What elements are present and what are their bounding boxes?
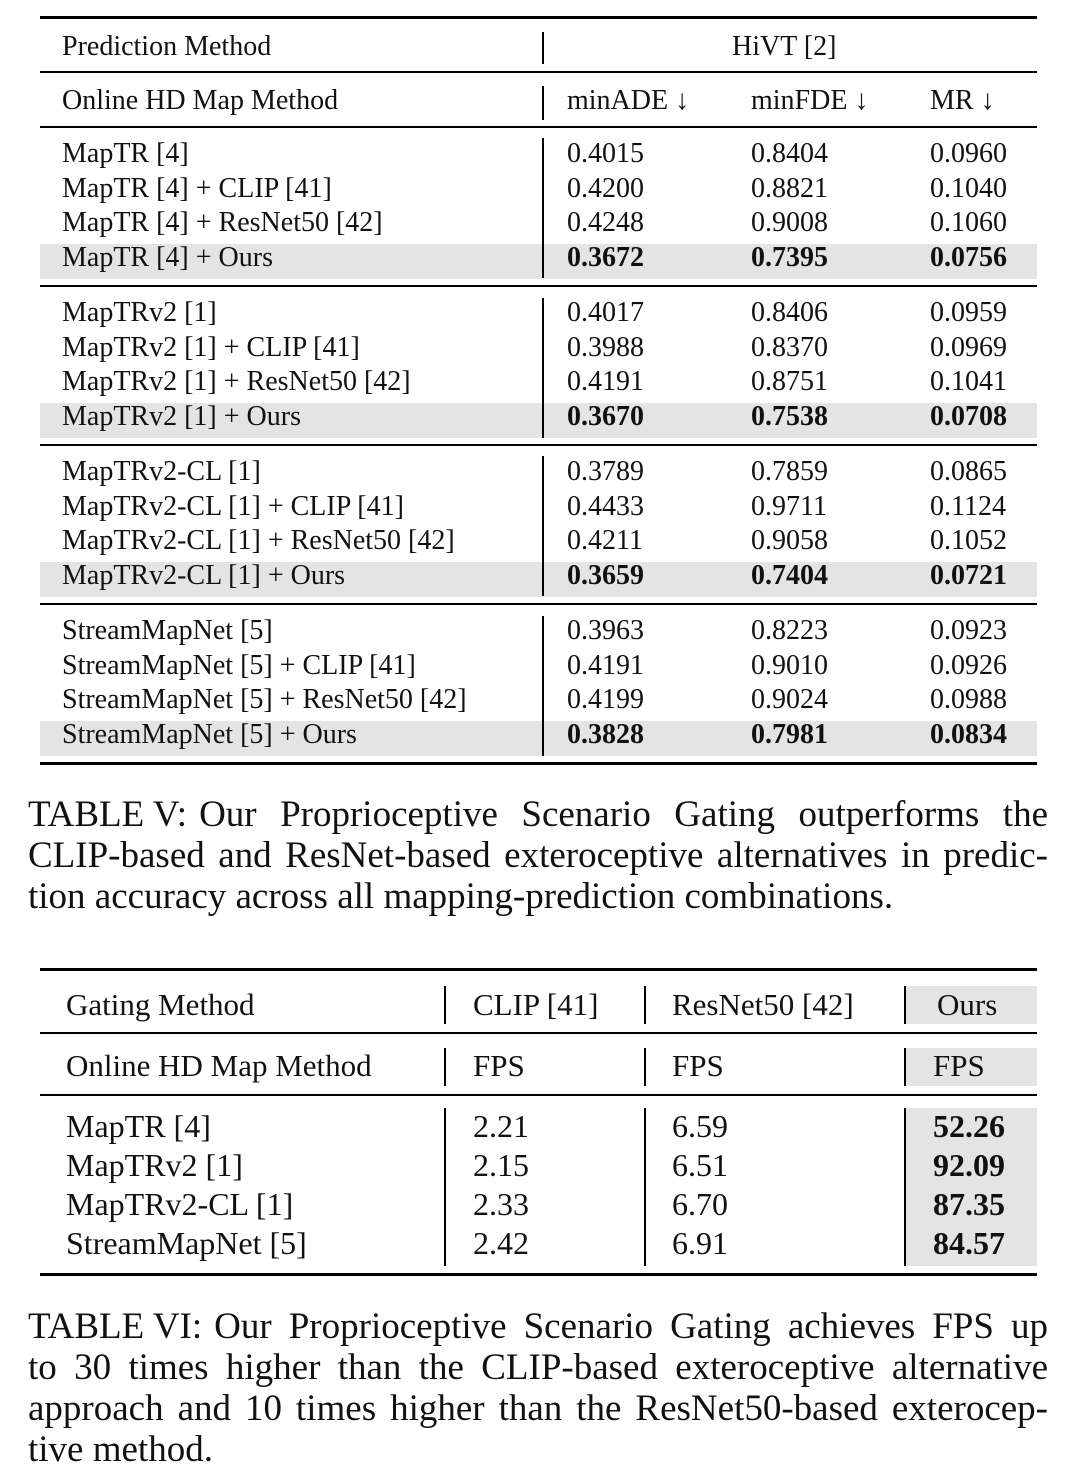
column-separator (904, 1048, 906, 1086)
header-hivt: HiVT [2] (732, 31, 837, 62)
mr-cell: 0.0959 (930, 297, 1007, 328)
mr-cell: 0.0834 (930, 719, 1007, 751)
clip-fps-cell: 2.33 (473, 1186, 529, 1222)
header-prediction-method: Prediction Method (62, 31, 272, 62)
minfde-cell: 0.8821 (751, 172, 828, 204)
minade-cell: 0.4248 (567, 207, 644, 239)
ours-fps-cell: 84.57 (933, 1225, 1005, 1261)
mr-cell: 0.0923 (930, 615, 1007, 646)
mr-cell: 0.0926 (930, 649, 1007, 681)
method-cell: MapTRv2-CL [1] + ResNet50 [42] (62, 525, 455, 557)
method-cell: MapTRv2-CL [1] + CLIP [41] (62, 490, 404, 522)
mr-cell: 0.0865 (930, 456, 1007, 487)
bottom-rule (40, 1273, 1037, 1276)
column-separator (904, 986, 906, 1024)
minfde-cell: 0.8223 (751, 615, 828, 646)
header-clip: CLIP [41] (473, 987, 599, 1022)
method-cell: MapTR [4] (62, 138, 189, 169)
minfde-cell: 0.8370 (751, 331, 828, 363)
resnet-fps-cell: 6.59 (672, 1108, 728, 1144)
header-rule (40, 1094, 1037, 1096)
mr-cell: 0.1052 (930, 525, 1007, 557)
column-separator (444, 1108, 446, 1266)
top-rule (40, 16, 1037, 19)
minfde-cell: 0.7538 (751, 401, 828, 433)
ours-fps-cell: 52.26 (933, 1108, 1005, 1144)
header-resnet50: ResNet50 [42] (672, 987, 854, 1022)
mr-cell: 0.0960 (930, 138, 1007, 169)
method-cell: MapTR [4] + ResNet50 [42] (62, 207, 383, 239)
minfde-cell: 0.9058 (751, 525, 828, 557)
minfde-cell: 0.7395 (751, 242, 828, 274)
ours-fps-cell: 92.09 (933, 1147, 1005, 1183)
clip-fps-cell: 2.21 (473, 1108, 529, 1144)
minfde-cell: 0.9024 (751, 684, 828, 716)
mr-cell: 0.0988 (930, 684, 1007, 716)
caption-line: Our Proprioceptive Scenario Gating outperforms the (199, 794, 1048, 835)
minade-cell: 0.3988 (567, 331, 644, 363)
minade-cell: 0.4200 (567, 172, 644, 204)
table-5-caption (28, 796, 1048, 919)
method-cell: StreamMapNet [5] (66, 1225, 307, 1261)
clip-fps-cell: 2.42 (473, 1225, 529, 1261)
column-separator (542, 456, 544, 596)
column-separator (444, 986, 446, 1024)
header-gating-method: Gating Method (66, 987, 255, 1022)
method-cell: StreamMapNet [5] + CLIP [41] (62, 649, 416, 681)
ours-fps-cell: 87.35 (933, 1186, 1005, 1222)
caption-line: Our Proprioceptive Scenario Gating achieves FPS up (214, 1306, 1048, 1347)
top-rule (40, 968, 1037, 971)
column-separator (542, 32, 544, 64)
header-fps-ours: FPS (933, 1048, 985, 1083)
column-separator (904, 1108, 906, 1266)
minfde-cell: 0.7981 (751, 719, 828, 751)
column-separator (542, 616, 544, 756)
mr-cell: 0.1060 (930, 207, 1007, 239)
method-cell: MapTRv2 [1] + ResNet50 [42] (62, 366, 411, 398)
resnet-fps-cell: 6.91 (672, 1225, 728, 1261)
bottom-rule (40, 762, 1037, 765)
header-minfde: minFDE ↓ (751, 85, 869, 116)
minade-cell: 0.3670 (567, 401, 644, 433)
resnet-fps-cell: 6.51 (672, 1147, 728, 1183)
minade-cell: 0.4015 (567, 138, 644, 169)
header-online-hd-map-method: Online HD Map Method (62, 85, 339, 116)
resnet-fps-cell: 6.70 (672, 1186, 728, 1222)
method-cell: MapTRv2 [1] (66, 1147, 243, 1183)
header-ours: Ours (937, 987, 998, 1022)
mr-cell: 0.0721 (930, 560, 1007, 592)
column-separator (444, 1048, 446, 1086)
header-rule (40, 1032, 1037, 1034)
minade-cell: 0.3659 (567, 560, 644, 592)
caption-line: tive method. (28, 1429, 213, 1470)
column-separator (644, 1108, 646, 1266)
minfde-cell: 0.9711 (751, 490, 827, 522)
mr-cell: 0.0708 (930, 401, 1007, 433)
method-cell: MapTR [4] + CLIP [41] (62, 172, 332, 204)
header-fps-resnet: FPS (672, 1048, 724, 1083)
minade-cell: 0.4211 (567, 525, 643, 557)
mr-cell: 0.1040 (930, 172, 1007, 204)
caption-label: TABLE V: (28, 794, 188, 835)
minade-cell: 0.4017 (567, 297, 644, 328)
column-separator (542, 86, 544, 120)
method-cell: MapTRv2 [1] + Ours (62, 401, 301, 433)
method-cell: MapTR [4] (66, 1108, 211, 1144)
minfde-cell: 0.8751 (751, 366, 828, 398)
minfde-cell: 0.8404 (751, 138, 828, 169)
group-rule (40, 603, 1037, 605)
header-rule (40, 126, 1037, 128)
mr-cell: 0.1041 (930, 366, 1007, 398)
caption-line: approach and 10 times higher than the ResNet50-based exterocep- (28, 1388, 1048, 1429)
column-separator (542, 138, 544, 278)
minade-cell: 0.4433 (567, 490, 644, 522)
minfde-cell: 0.7859 (751, 456, 828, 487)
minade-cell: 0.3789 (567, 456, 644, 487)
method-cell: MapTRv2-CL [1] + Ours (62, 560, 346, 592)
method-cell: MapTRv2-CL [1] (62, 456, 261, 487)
minade-cell: 0.3672 (567, 242, 644, 274)
header-fps-clip: FPS (473, 1048, 525, 1083)
header-rule (40, 71, 1037, 73)
clip-fps-cell: 2.15 (473, 1147, 529, 1183)
group-rule (40, 444, 1037, 446)
column-separator (644, 1048, 646, 1086)
minade-cell: 0.4199 (567, 684, 644, 716)
minfde-cell: 0.8406 (751, 297, 828, 328)
caption-line: CLIP-based and ResNet-based exteroceptive alternatives in predic- (28, 835, 1048, 876)
header-minade: minADE ↓ (567, 85, 690, 116)
method-cell: MapTRv2-CL [1] (66, 1186, 294, 1222)
caption-line: to 30 times higher than the CLIP-based exteroceptive alternative (28, 1347, 1048, 1388)
table-6-caption (28, 1308, 1048, 1472)
mr-cell: 0.1124 (930, 490, 1006, 522)
method-cell: StreamMapNet [5] + ResNet50 [42] (62, 684, 467, 716)
method-cell: StreamMapNet [5] (62, 615, 273, 646)
mr-cell: 0.0756 (930, 242, 1007, 274)
group-rule (40, 285, 1037, 287)
minade-cell: 0.3963 (567, 615, 644, 646)
caption-line: tion accuracy across all mapping-prediction combinations. (28, 876, 894, 917)
header-online-hd-map-method: Online HD Map Method (66, 1048, 372, 1083)
mr-cell: 0.0969 (930, 331, 1007, 363)
caption-label: TABLE VI: (28, 1306, 203, 1347)
method-cell: MapTRv2 [1] (62, 297, 217, 328)
minade-cell: 0.3828 (567, 719, 644, 751)
minfde-cell: 0.9008 (751, 207, 828, 239)
method-cell: MapTR [4] + Ours (62, 242, 273, 274)
method-cell: StreamMapNet [5] + Ours (62, 719, 357, 751)
minfde-cell: 0.9010 (751, 649, 828, 681)
column-separator (542, 298, 544, 438)
method-cell: MapTRv2 [1] + CLIP [41] (62, 331, 360, 363)
minade-cell: 0.4191 (567, 649, 644, 681)
minade-cell: 0.4191 (567, 366, 644, 398)
column-separator (644, 986, 646, 1024)
header-mr: MR ↓ (930, 85, 995, 116)
minfde-cell: 0.7404 (751, 560, 828, 592)
